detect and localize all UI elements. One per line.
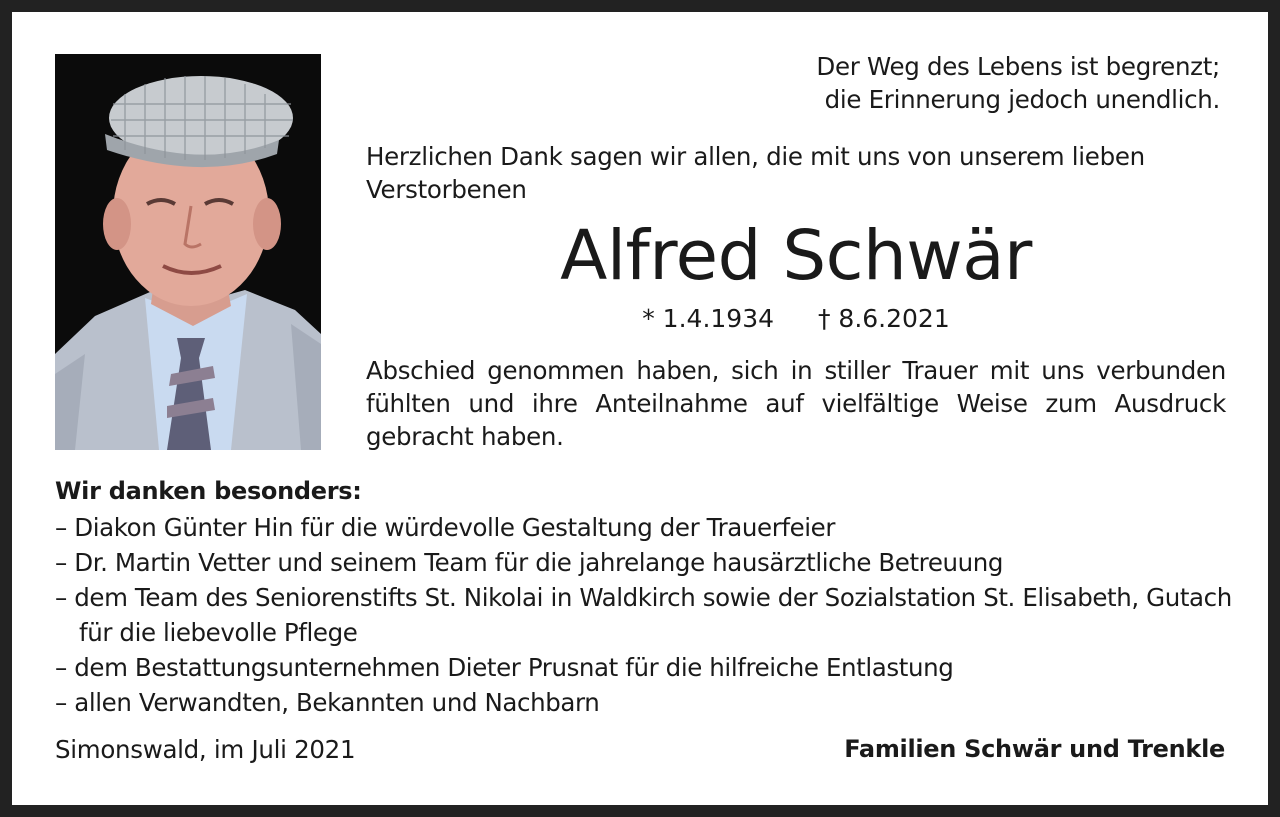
place-and-date: Simonswald, im Juli 2021 <box>55 735 356 764</box>
deceased-name: Alfred Schwär <box>560 216 1032 296</box>
thanks-heading: Wir danken besonders: <box>55 477 362 505</box>
motto-quote <box>816 50 1220 116</box>
birth-date: * 1.4.1934 <box>642 304 775 333</box>
life-dates <box>366 302 1226 336</box>
list-item: – dem Bestattungsunternehmen Dieter Prusnat für die hilfreiche Entlastung <box>55 650 1235 685</box>
list-item: – Dr. Martin Vetter und seinem Team für die jahrelange hausärztliche Betreuung <box>55 545 1235 580</box>
list-item: – Diakon Günter Hin für die würdevolle Gestaltung der Trauerfeier <box>55 510 1235 545</box>
portrait-photo <box>55 54 321 450</box>
intro-text: Herzlichen Dank sagen wir allen, die mit uns von unserem lieben Verstorbenen <box>366 142 1145 204</box>
list-item: – allen Verwandten, Bekannten und Nachbarn <box>55 685 1235 720</box>
list-item: – dem Team des Seniorenstifts St. Nikolai in Waldkirch sowie der Sozialstation St. Elisabeth, Gutach für die liebevolle Pflege <box>55 580 1235 650</box>
death-date: † 8.6.2021 <box>817 304 950 333</box>
obituary-card <box>12 12 1268 805</box>
farewell-text: Abschied genommen haben, sich in stiller Trauer mit uns verbunden fühlten und ihre Anteilnahme auf vielfältige Weise zum Ausdruck gebracht haben. <box>366 356 1226 451</box>
portrait-illustration <box>55 54 321 450</box>
thanks-list <box>55 510 1235 720</box>
motto-line-1: Der Weg des Lebens ist begrenzt; <box>816 52 1220 81</box>
motto-line-2: die Erinnerung jedoch unendlich. <box>824 85 1220 114</box>
family-signature: Familien Schwär und Trenkle <box>844 735 1225 763</box>
